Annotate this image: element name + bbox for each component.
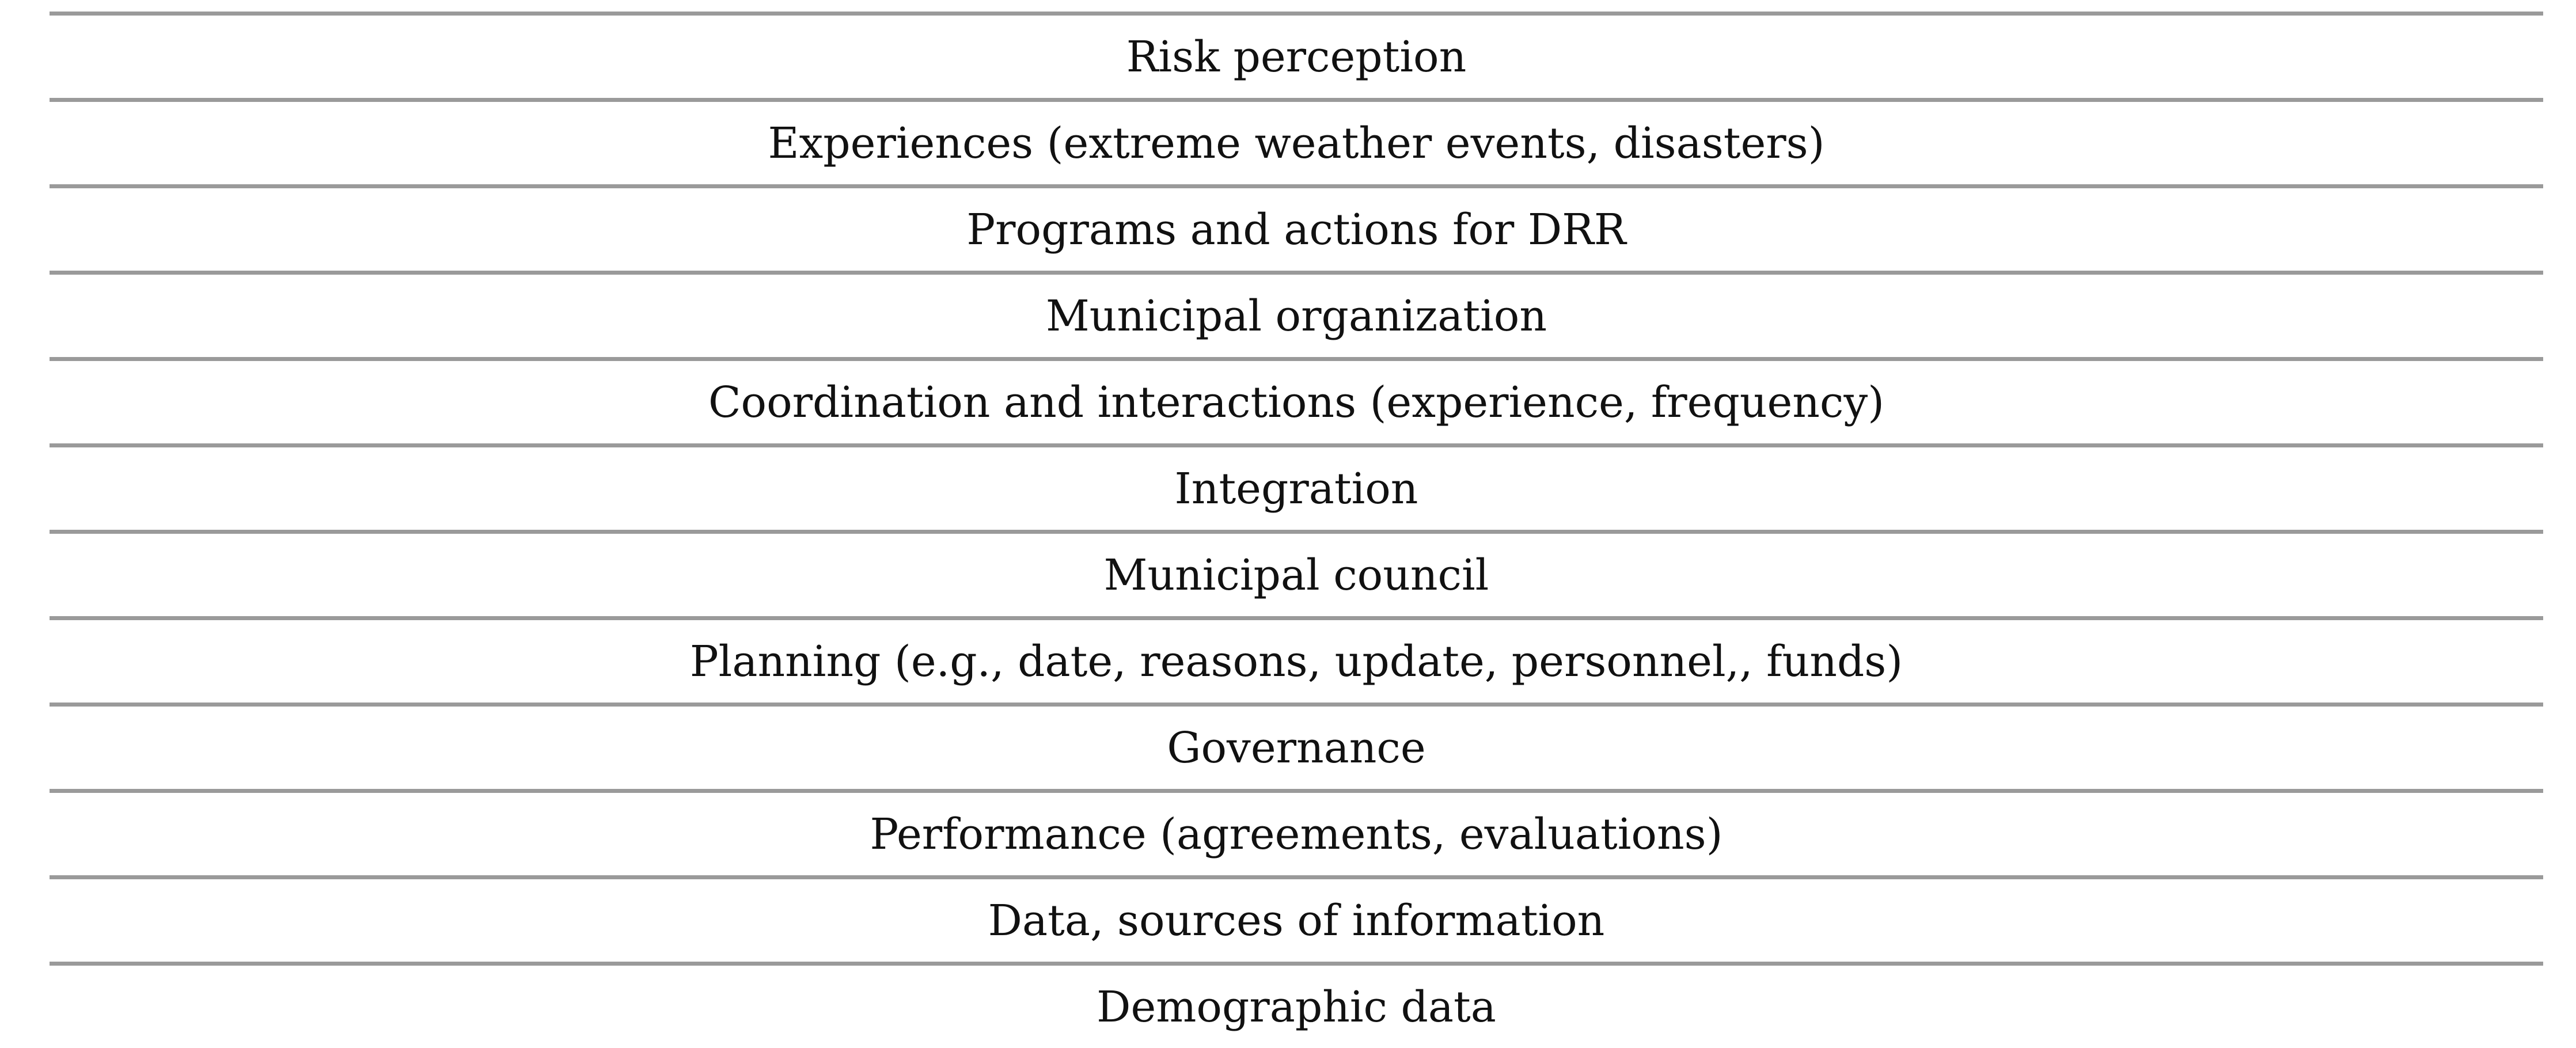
table-row: Planning (e.g., date, reasons, update, personnel,, funds) [50,620,2543,707]
top-rule [50,0,2543,16]
table-row: Municipal organization [50,275,2543,361]
table-row: Integration [50,447,2543,534]
table-row: Risk perception [50,16,2543,102]
table-row: Experiences (extreme weather events, disasters) [50,102,2543,188]
table-row: Programs and actions for DRR [50,188,2543,275]
table-row: Coordination and interactions (experience, frequency) [50,361,2543,447]
table-row: Municipal council [50,534,2543,620]
table-row: Performance (agreements, evaluations) [50,793,2543,879]
topics-table [50,0,2543,1048]
table-row: Governance [50,707,2543,793]
table-row: Demographic data [1097,982,1496,1032]
table-row: Data, sources of information [50,879,2543,966]
